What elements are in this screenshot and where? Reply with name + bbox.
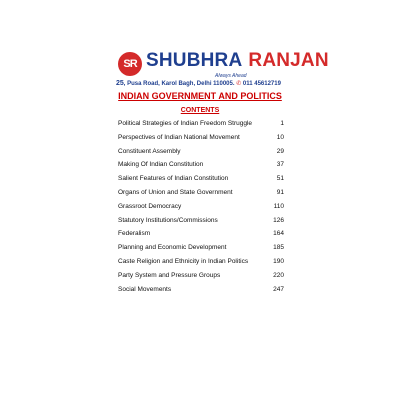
toc-row — [118, 145, 284, 159]
toc-row — [118, 269, 284, 283]
toc-title: Making Of Indian Constitution — [118, 161, 204, 169]
toc-row — [118, 186, 284, 200]
toc-row — [118, 283, 284, 297]
brand-tagline: Always Ahead — [215, 73, 247, 79]
toc-title: Perspectives of Indian National Movement — [118, 133, 240, 141]
toc-page-number: 247 — [273, 285, 284, 293]
document-title: INDIAN GOVERNMENT AND POLITICS — [118, 91, 282, 101]
toc-row — [118, 158, 284, 172]
toc-page-number: 1 — [280, 120, 284, 127]
toc-title: Planning and Economic Development — [118, 244, 227, 252]
toc-page-number: 185 — [273, 244, 284, 252]
toc-page-number: 126 — [273, 216, 284, 224]
toc-title: Social Movements — [118, 285, 172, 293]
toc-title: Organs of Union and State Government — [118, 188, 233, 196]
toc-title: Grassroot Democracy — [118, 202, 182, 210]
brand-word-ranjan: RANJAN — [248, 50, 329, 71]
toc-page-number: 91 — [276, 188, 284, 196]
toc-title: Political Strategies of Indian Freedom Struggle — [118, 120, 253, 127]
brand-word-shubhra: SHUBHRA — [146, 50, 243, 71]
toc-row — [118, 227, 284, 241]
toc-page-number: 29 — [276, 147, 284, 155]
toc-title: Statutory Institutions/Commissions — [118, 216, 218, 224]
toc-page-number: 110 — [273, 202, 284, 210]
toc-row — [118, 131, 284, 145]
address-number: 25 — [116, 80, 124, 87]
toc-page-number: 10 — [276, 133, 284, 141]
toc-page-number: 37 — [276, 161, 284, 169]
sr-logo-icon: SR — [118, 52, 142, 76]
toc-row — [118, 241, 284, 255]
toc-page-number: 190 — [273, 257, 284, 265]
toc-page-number: 220 — [273, 271, 284, 279]
table-of-contents — [118, 117, 284, 296]
toc-title: Caste Religion and Ethnicity in Indian Politics — [118, 257, 249, 265]
toc-title: Party System and Pressure Groups — [118, 271, 221, 279]
address-text: , Pusa Road, Karol Bagh, Delhi 110005. — [123, 81, 235, 87]
toc-row — [118, 255, 284, 269]
phone-number: 011 45612719 — [242, 81, 281, 87]
phone-icon: ✆ — [236, 81, 242, 87]
toc-row — [118, 172, 284, 186]
toc-title: Salient Features of Indian Constitution — [118, 175, 229, 183]
toc-page-number: 164 — [273, 230, 284, 238]
toc-title: Constituent Assembly — [118, 147, 181, 155]
toc-title: Federalism — [118, 230, 151, 238]
brand-name — [146, 50, 329, 72]
toc-row — [118, 117, 284, 131]
toc-row — [118, 214, 284, 228]
toc-row — [118, 200, 284, 214]
contents-heading: CONTENTS — [180, 107, 220, 114]
address-line — [116, 80, 281, 87]
toc-page-number: 51 — [276, 175, 284, 183]
